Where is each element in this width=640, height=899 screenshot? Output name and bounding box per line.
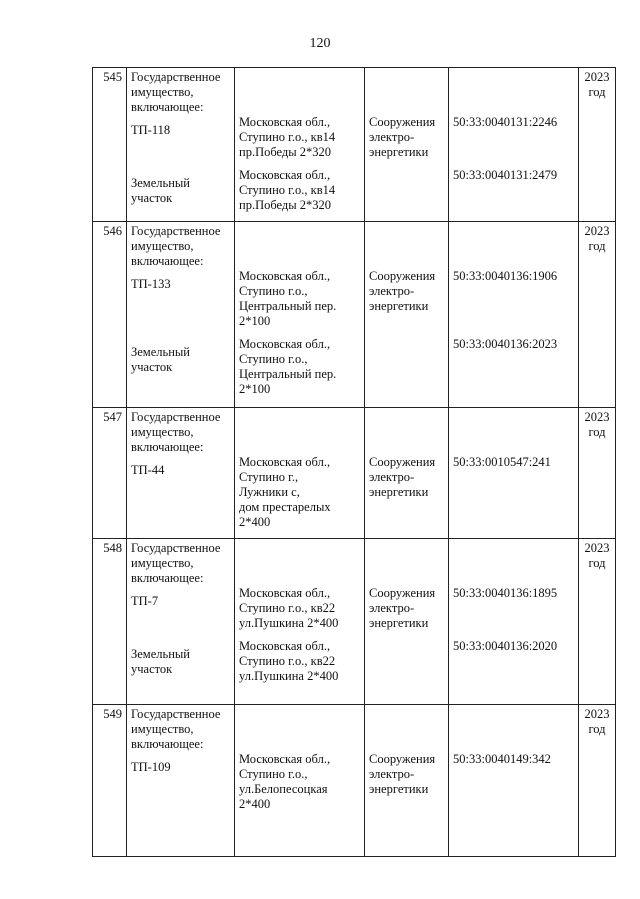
item-name: ТП-7 xyxy=(131,594,159,608)
cadastral-number-cell xyxy=(449,539,579,705)
year-cell xyxy=(579,68,616,222)
spacer xyxy=(453,410,574,455)
spacer xyxy=(131,752,230,760)
purpose-cell xyxy=(365,705,449,857)
spacer xyxy=(239,707,360,752)
item-name: ТП-118 xyxy=(131,123,171,137)
spacer xyxy=(239,160,360,168)
spacer xyxy=(239,541,360,586)
address-cell xyxy=(235,222,365,408)
item-cadastral: 50:33:0040136:2020 xyxy=(453,639,558,653)
row-number: 546 xyxy=(103,224,122,238)
year-cell xyxy=(579,408,616,539)
item-purpose: Сооружения электро- энергетики xyxy=(369,115,436,159)
spacer xyxy=(131,269,230,277)
item-address: Московская обл., Ступино г.о., ул.Белопесоцкая 2*400 xyxy=(239,752,331,811)
page-number: 120 xyxy=(309,36,331,51)
year: 2023 год xyxy=(584,70,610,99)
group-header: Государственное имущество, включающее: xyxy=(131,541,221,585)
object-name-cell xyxy=(127,705,235,857)
row-number-cell xyxy=(93,408,127,539)
object-name-cell xyxy=(127,68,235,222)
spacer xyxy=(239,224,360,269)
year: 2023 год xyxy=(584,707,610,736)
cadastral-number-cell xyxy=(449,68,579,222)
item-name: ТП-44 xyxy=(131,463,165,477)
item-purpose: Сооружения электро- энергетики xyxy=(369,455,436,499)
year: 2023 год xyxy=(584,541,610,570)
item-address: Московская обл., Ступино г.о., Центральный пер. 2*100 xyxy=(239,337,337,396)
item-name: Земельный участок xyxy=(131,345,190,374)
year-cell xyxy=(579,222,616,408)
table-row xyxy=(93,222,616,408)
spacer xyxy=(369,160,444,168)
item-address: Московская обл., Ступино г.о., кв22 ул.Пушкина 2*400 xyxy=(239,639,339,683)
purpose-cell xyxy=(365,408,449,539)
item-address: Московская обл., Ступино г., Лужники с, дом престарелых 2*400 xyxy=(239,455,331,529)
item-purpose: Сооружения электро- энергетики xyxy=(369,269,436,313)
item-purpose xyxy=(369,639,444,684)
table-row xyxy=(93,68,616,222)
row-number: 547 xyxy=(103,410,122,424)
item-address: Московская обл., Ступино г.о., кв22 ул.Пушкина 2*400 xyxy=(239,586,339,630)
purpose-cell xyxy=(365,222,449,408)
purpose-cell xyxy=(365,539,449,705)
spacer xyxy=(369,410,444,455)
group-header: Государственное имущество, включающее: xyxy=(131,410,221,454)
spacer xyxy=(453,707,574,752)
group-header: Государственное имущество, включающее: xyxy=(131,224,221,268)
table-row xyxy=(93,408,616,539)
spacer xyxy=(369,541,444,586)
item-cadastral: 50:33:0010547:241 xyxy=(453,455,551,469)
item-purpose xyxy=(369,337,444,397)
spacer xyxy=(239,631,360,639)
row-number: 545 xyxy=(103,70,122,84)
year: 2023 год xyxy=(584,224,610,253)
address-cell xyxy=(235,705,365,857)
spacer xyxy=(239,70,360,115)
spacer xyxy=(131,639,230,647)
purpose-cell xyxy=(365,68,449,222)
item-cadastral: 50:33:0040131:2479 xyxy=(453,168,558,182)
table-row xyxy=(93,539,616,705)
item-address: Московская обл., Ступино г.о., кв14 пр.Победы 2*320 xyxy=(239,115,336,159)
spacer xyxy=(131,168,230,176)
item-cadastral: 50:33:0040136:2023 xyxy=(453,337,558,351)
spacer xyxy=(453,70,574,115)
row-number-cell xyxy=(93,705,127,857)
row-number-cell xyxy=(93,222,127,408)
item-name: ТП-133 xyxy=(131,277,171,291)
item-purpose: Сооружения электро- энергетики xyxy=(369,586,436,630)
spacer xyxy=(369,707,444,752)
item-cadastral: 50:33:0040131:2246 xyxy=(453,115,558,129)
spacer xyxy=(453,329,574,337)
spacer xyxy=(131,115,230,123)
property-table xyxy=(92,67,616,857)
group-header: Государственное имущество, включающее: xyxy=(131,707,221,751)
spacer xyxy=(453,160,574,168)
spacer xyxy=(369,329,444,337)
spacer xyxy=(453,541,574,586)
cadastral-number-cell xyxy=(449,408,579,539)
row-number-cell xyxy=(93,68,127,222)
item-purpose: Сооружения электро- энергетики xyxy=(369,752,436,796)
spacer xyxy=(453,631,574,639)
spacer xyxy=(369,224,444,269)
table-row xyxy=(93,705,616,857)
spacer xyxy=(369,70,444,115)
spacer xyxy=(131,337,230,345)
property-table-container xyxy=(92,67,615,857)
spacer xyxy=(131,586,230,594)
row-number-cell xyxy=(93,539,127,705)
object-name-cell xyxy=(127,539,235,705)
object-name-cell xyxy=(127,222,235,408)
spacer xyxy=(369,631,444,639)
item-address: Московская обл., Ступино г.о., кв14 пр.Победы 2*320 xyxy=(239,168,336,212)
spacer xyxy=(239,329,360,337)
cadastral-number-cell xyxy=(449,222,579,408)
item-address: Московская обл., Ступино г.о., Центральный пер. 2*100 xyxy=(239,269,337,328)
row-number: 549 xyxy=(103,707,122,721)
address-cell xyxy=(235,408,365,539)
address-cell xyxy=(235,68,365,222)
cadastral-number-cell xyxy=(449,705,579,857)
item-name: Земельный участок xyxy=(131,176,190,205)
item-purpose xyxy=(369,168,444,213)
spacer xyxy=(453,224,574,269)
spacer xyxy=(239,410,360,455)
item-name: ТП-109 xyxy=(131,760,171,774)
year-cell xyxy=(579,539,616,705)
property-table-body xyxy=(93,68,616,857)
address-cell xyxy=(235,539,365,705)
row-number: 548 xyxy=(103,541,122,555)
item-cadastral: 50:33:0040136:1895 xyxy=(453,586,558,600)
item-cadastral: 50:33:0040149:342 xyxy=(453,752,551,766)
year-cell xyxy=(579,705,616,857)
item-cadastral: 50:33:0040136:1906 xyxy=(453,269,558,283)
object-name-cell xyxy=(127,408,235,539)
spacer xyxy=(131,455,230,463)
group-header: Государственное имущество, включающее: xyxy=(131,70,221,114)
item-name: Земельный участок xyxy=(131,647,190,676)
year: 2023 год xyxy=(584,410,610,439)
